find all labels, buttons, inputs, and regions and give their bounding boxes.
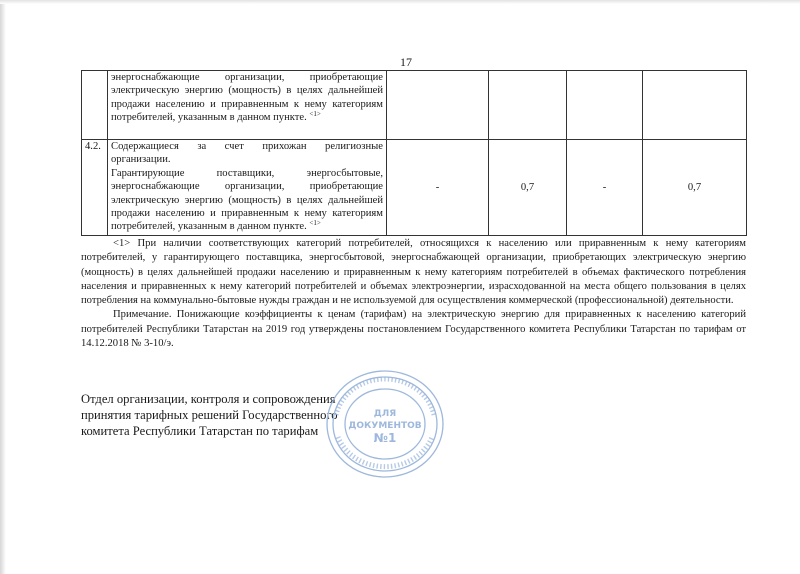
stamp-center-line: ДОКУМЕНТОВ [348,421,422,431]
value-cell [387,71,489,140]
footnote-mark: <1> [309,110,321,119]
description-line: энергоснабжающие организации, приобретающие [111,181,383,193]
description-line: электрическую энергию (мощность) в целях дальнейшей [111,85,383,97]
value-cell: 0,7 [643,140,747,236]
tariff-table [81,70,747,236]
department-line: комитета Республики Татарстан по тарифам [81,424,319,438]
row-description [108,140,387,236]
row-description [108,71,387,140]
remark-text: Примечание. Понижающие коэффициенты к ценам (тарифам) на электрическую энергию для приравненных к населению категорий потребителей Республики Татарстан на 2019 год утверждены постановлением Государственного комитета Республики Татарстан по тарифам от 14.12.2018 № 3-10/э. [81,309,746,350]
row-number: 4.2. [82,140,108,236]
department-line: принятия тарифных решений Государственного [81,408,338,422]
footnote-mark: <1> [309,219,321,228]
value-cell: - [567,140,643,236]
description-line: продажи населению и приравненным к нему категориям [111,208,383,220]
description-line: Гарантирующие поставщики, энергосбытовые, [111,167,383,179]
page-number: 17 [400,55,412,69]
description-line-text: потребителей, указанным в данном пункте. [111,221,307,233]
stamp-center-text [348,409,421,445]
table-row [82,71,747,140]
scan-left-edge [0,0,6,574]
round-stamp [321,365,449,483]
value-cell [567,71,643,140]
value-cell [643,71,747,140]
table-row [82,140,747,236]
value-cell: 0,7 [489,140,567,236]
notes-block [81,237,746,351]
description-line [111,220,383,233]
description-line-text: потребителей, указанным в данном пункте. [111,112,307,124]
description-line: энергоснабжающие организации, приобретающие [111,72,383,83]
value-cell: - [387,140,489,236]
description-line: Содержащиеся за счет прихожан религиозные [111,141,383,152]
description-line: электрическую энергию (мощность) в целях дальнейшей [111,194,383,206]
stamp-center-line: ДЛЯ [373,409,397,419]
description-line: организации. [111,154,171,166]
description-line: продажи населению и приравненным к нему категориям [111,98,383,110]
stamp-center-line: №1 [373,431,397,445]
row-number [82,71,108,140]
description-line [111,111,383,124]
department-line: Отдел организации, контроля и сопровождения [81,392,336,406]
value-cell [489,71,567,140]
footnote-text: <1> При наличии соответствующих категорий потребителей, относящихся к населению или приравненным к нему категориям потребителей, у гарантирующего поставщика, энергосбытовой, энергоснабжающей организации, приобретающих электрическую энергию (мощность) в целях дальнейшей продажи населению и приравненным к нему категориям потребителей в объемах фактического потребления населения и приравненных к нему категорий потребителей и объемах электроэнергии, израсходованной на места общего пользования в целях потребления на коммунально-бытовые нужды граждан и не используемой для осуществления коммерческой (профессиональной) деятельности. [81,238,746,307]
scan-top-edge [0,0,800,4]
